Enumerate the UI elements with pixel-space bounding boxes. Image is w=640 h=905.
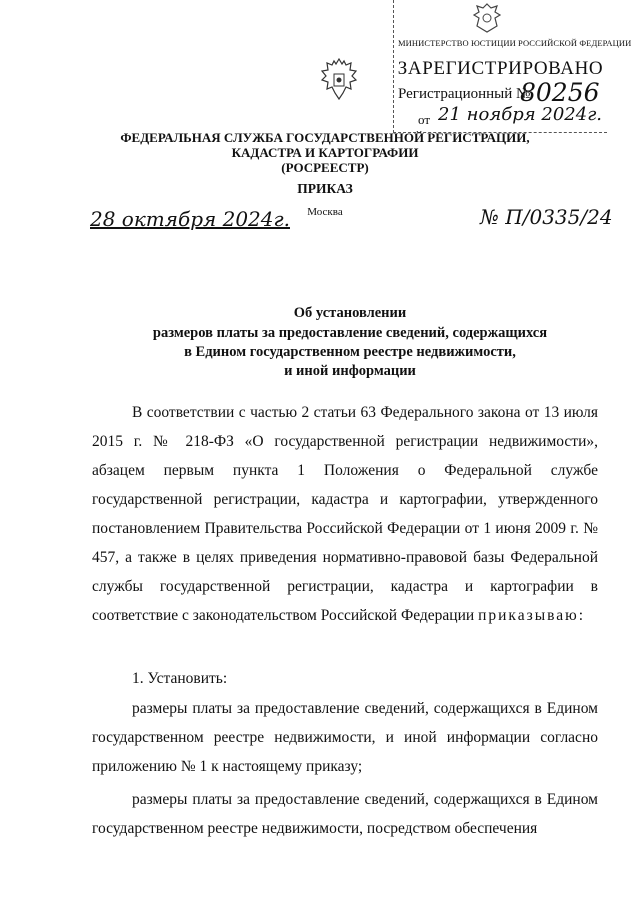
stamp-emblem-icon [469,0,505,38]
city: Москва [307,206,343,218]
document-type: ПРИКАЗ [297,181,353,196]
preamble-text: В соответствии с частью 2 статьи 63 Федерального закона от 13 июля 2015 г. № 218-ФЗ «О государственной регистрации недвижимости», абзацем первым пункта 1 Положения о Федеральной службе государственной регистрации, кадастра и картографии, утвержденного постановлением Правительства Российской Федерации от 1 июня 2009 г. № 457, а также в целях приведения нормативно-правовой базы Федеральной службы государственной регистрации, кадастра и картографии в соответствие с законодательством Российской Федерации [92,404,598,624]
agency-name-line-1: ФЕДЕРАЛЬНАЯ СЛУЖБА ГОСУДАРСТВЕННОЙ РЕГИСТРАЦИИ, [120,130,530,145]
title-line-3: в Едином государственном реестре недвижимости, [184,344,516,360]
registration-stamp [393,0,632,133]
order-date: 28 октября 2024г. [90,207,290,231]
stamp-reg-label: Регистрационный № [398,86,531,102]
coat-of-arms-icon [318,56,360,104]
item-1: 1. Установить: [132,670,228,687]
stamp-reg-number: 80256 [520,78,600,107]
stamp-date-prefix: от [418,112,431,127]
preamble-verb: приказываю: [478,607,585,624]
agency-abbreviation: (РОСРЕЕСТР) [281,160,369,175]
title-line-2: размеров платы за предоставление сведений, содержащихся [152,325,548,341]
stamp-date-value: 21 ноября 2024г. [438,104,603,125]
order-number: № П/0335/24 [480,205,613,229]
agency-name-line-2: КАДАСТРА И КАРТОГРАФИИ [231,145,419,160]
item-1-clause-a: размеры платы за предоставление сведений, содержащихся в Едином государственном реестре недвижимости, и иной информации согласно приложению № 1 к настоящему приказу; [92,700,598,775]
preamble-paragraph [92,398,598,630]
title-line-1: Об установлении [293,305,407,321]
item-1-clause-b: размеры платы за предоставление сведений, содержащихся в Едином государственном реестре недвижимости, посредством обеспечения [92,791,598,837]
title-line-4: и иной информации [284,363,416,379]
stamp-title: ЗАРЕГИСТРИРОВАНО [397,58,604,79]
stamp-ministry: МИНИСТЕРСТВО ЮСТИЦИИ РОССИЙСКОЙ ФЕДЕРАЦИИ [398,38,632,48]
